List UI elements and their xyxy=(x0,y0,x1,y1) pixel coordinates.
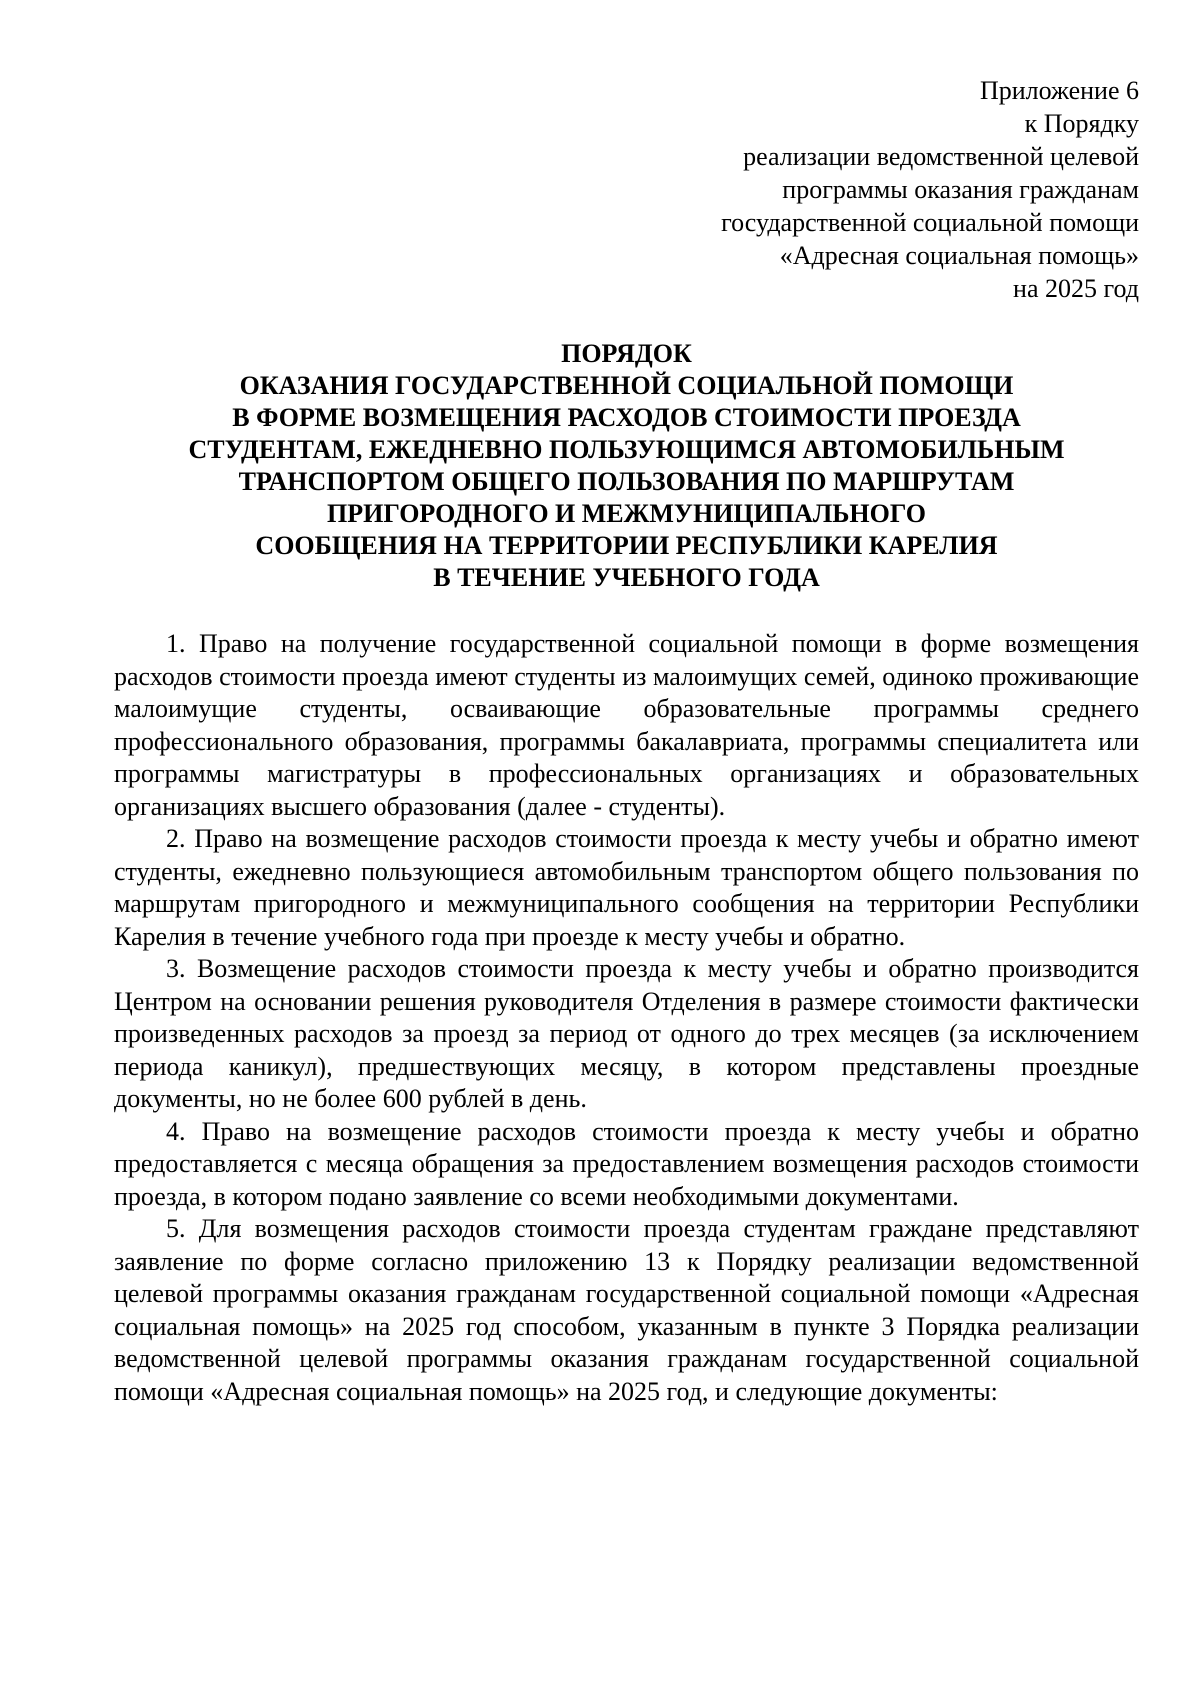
appendix-line: программы оказания гражданам xyxy=(782,175,1139,204)
paragraph-3: 3. Возмещение расходов стоимости проезда к месту учебы и обратно производится Центром на основании решения руководителя Отделения в размере стоимости фактически произведенных расходов за проезд за период от одного до трех месяцев (за исключением периода каникул), предшествующих месяцу, в котором представлены проездные документы, но не более 600 рублей в день. xyxy=(114,954,1139,1113)
paragraph-1: 1. Право на получение государственной социальной помощи в форме возмещения расходов стоимости проезда имеют студенты из малоимущих семей, одиноко проживающие малоимущие студенты, осваивающие образовательные программы среднего профессионального образования, программы бакалавриата, программы специалитета или программы магистратуры в профессиональных организациях и образовательных организациях высшего образования (далее - студенты). xyxy=(114,629,1139,821)
title-line: СТУДЕНТАМ, ЕЖЕДНЕВНО ПОЛЬЗУЮЩИМСЯ АВТОМОБИЛЬНЫМ xyxy=(188,435,1065,464)
appendix-line: к Порядку xyxy=(1024,109,1139,138)
title-line: СООБЩЕНИЯ НА ТЕРРИТОРИИ РЕСПУБЛИКИ КАРЕЛИЯ xyxy=(255,531,998,560)
title-line: ОКАЗАНИЯ ГОСУДАРСТВЕННОЙ СОЦИАЛЬНОЙ ПОМОЩИ xyxy=(239,371,1014,400)
document-title xyxy=(114,338,1139,594)
title-line: ПРИГОРОДНОГО И МЕЖМУНИЦИПАЛЬНОГО xyxy=(326,499,926,528)
appendix-line: «Адресная социальная помощь» xyxy=(779,241,1139,270)
title-line: ТРАНСПОРТОМ ОБЩЕГО ПОЛЬЗОВАНИЯ ПО МАРШРУТАМ xyxy=(238,467,1015,496)
document-body xyxy=(114,628,1139,1408)
paragraph-5: 5. Для возмещения расходов стоимости проезда студентам граждане представляют заявление по форме согласно приложению 13 к Порядку реализации ведомственной целевой программы оказания гражданам государственной социальной помощи «Адресная социальная помощь» на 2025 год способом, указанным в пункте 3 Порядка реализации ведомственной целевой программы оказания гражданам государственной социальной помощи «Адресная социальная помощь» на 2025 год, и следующие документы: xyxy=(114,1214,1139,1406)
title-line: ПОРЯДОК xyxy=(561,339,692,368)
title-line: В ФОРМЕ ВОЗМЕЩЕНИЯ РАСХОДОВ СТОИМОСТИ ПРОЕЗДА xyxy=(232,403,1021,432)
paragraph-4: 4. Право на возмещение расходов стоимости проезда к месту учебы и обратно предоставляется с месяца обращения за предоставлением возмещения расходов стоимости проезда, в котором подано заявление со всеми необходимыми документами. xyxy=(114,1116,1139,1211)
appendix-header xyxy=(114,74,1139,305)
appendix-line: на 2025 год xyxy=(1013,274,1139,303)
appendix-line: Приложение 6 xyxy=(979,76,1139,105)
appendix-line: реализации ведомственной целевой xyxy=(743,142,1139,171)
title-line: В ТЕЧЕНИЕ УЧЕБНОГО ГОДА xyxy=(433,563,820,592)
paragraph-2: 2. Право на возмещение расходов стоимости проезда к месту учебы и обратно имеют студенты, ежедневно пользующиеся автомобильным транспортом общего пользования по маршрутам пригородного и межмуниципального сообщения на территории Республики Карелия в течение учебного года при проезде к месту учебы и обратно. xyxy=(114,824,1139,951)
appendix-line: государственной социальной помощи xyxy=(721,208,1139,237)
